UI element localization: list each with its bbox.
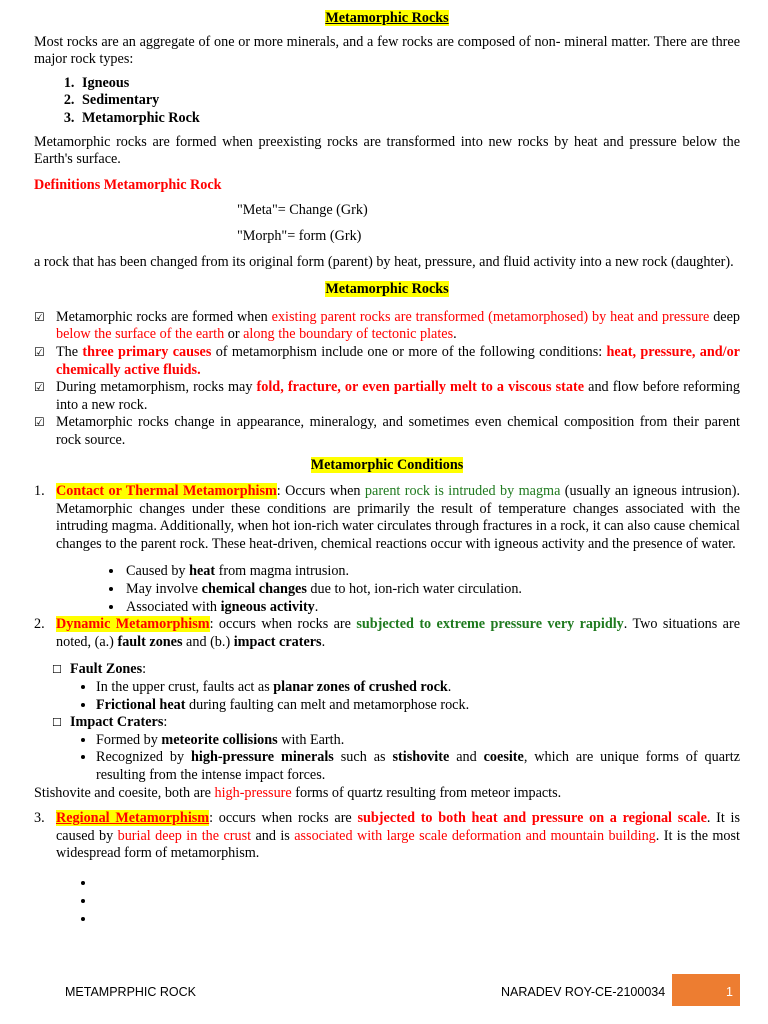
section-heading-metamorphic-rocks: Metamorphic Rocks (325, 281, 449, 298)
intro-paragraph: Most rocks are an aggregate of one or more minerals, and a few rocks are composed of non- mineral matter. There are three major rock types: (34, 33, 740, 68)
check-item: ☑ Metamorphic rocks are formed when existing parent rocks are transformed (metamorphosed) by heat and pressure deep below the surface of the earth or along the boundary of tectonic plates. (34, 308, 740, 343)
check-item: ☑ The three primary causes of metamorphism include one or more of the following conditions: heat, pressure, and/or chemically active fluids. (34, 343, 740, 378)
definitions-heading: Definitions Metamorphic Rock (34, 176, 222, 193)
check-item: ☑ During metamorphism, rocks may fold, fracture, or even partially melt to a viscous state and flow before reforming into a new rock. (34, 379, 740, 413)
list-item (96, 911, 740, 929)
condition-contact: 1. Contact or Thermal Metamorphism: Occurs when parent rock is intruded by magma (usually an igneous intrusion). Metamorphic changes under these conditions are primarily the result of temperature changes associated with the intruding magma. Additionally, when hot ion-rich water circulates through fractures in a rock, it can also cause chemical changes to the parent rock. These heat-driven, chemical reactions occur with igneous activity and the presence of water. (34, 483, 741, 552)
list-item: • Associated with igneous activity. (124, 599, 740, 617)
list-item: • Recognized by high-pressure minerals such as stishovite and coesite, which are unique forms of quartz resulting from the intense impact forces. (96, 749, 740, 784)
condition-dynamic: 2. Dynamic Metamorphism: occurs when rocks are subjected to extreme pressure very rapidly. Two situations are noted, (a.) fault zones and (b.) impact craters. (34, 616, 740, 650)
check-item: ☑ Metamorphic rocks change in appearance, mineralogy, and sometimes even chemical composition from their parent rock source. (34, 414, 740, 448)
fault-zones-heading: ☐ Fault Zones: (52, 661, 147, 678)
rock-type-item: 3. Metamorphic Rock (78, 110, 740, 128)
definition-paragraph: a rock that has been changed from its original form (parent) by heat, pressure, and fluid activity into a new rock (daughter). (34, 253, 734, 270)
rock-types-list (34, 75, 740, 128)
checkbox-checked-icon: ☑ (34, 415, 45, 430)
list-item: • Caused by heat from magma intrusion. (124, 563, 740, 581)
condition-regional: 3. Regional Metamorphism: occurs when rocks are subjected to both heat and pressure on a regional scale. It is caused by burial deep in the crust and is associated with large scale deformation and mountain building. It is the most widespread form of metamorphism. (34, 810, 740, 862)
checkbox-checked-icon: ☑ (34, 380, 45, 395)
document-page (34, 10, 740, 929)
empty-square-icon: ☐ (52, 716, 62, 730)
checkbox-checked-icon: ☑ (34, 309, 45, 324)
fault-zones-list (34, 679, 740, 714)
impact-craters-list (34, 732, 740, 785)
footer-author: NARADEV ROY-CE-2100034 (501, 985, 666, 999)
list-item: • In the upper crust, faults act as planar zones of crushed rock. (96, 679, 740, 697)
footer-title: METAMPRPHIC ROCK (65, 985, 197, 999)
page-footer (0, 974, 768, 1006)
section-heading-conditions: Metamorphic Conditions (310, 457, 464, 474)
contact-bullets (34, 563, 740, 616)
page-number: 1 (726, 985, 733, 999)
rock-type-item: 2. Sedimentary (78, 92, 740, 110)
formed-paragraph: Metamorphic rocks are formed when preexisting rocks are transformed into new rocks by heat and pressure below the Earth's surface. (34, 133, 740, 168)
rock-type-item: 1. Igneous (78, 75, 740, 93)
list-item (96, 875, 740, 893)
list-item (96, 893, 740, 911)
document-title: Metamorphic Rocks (325, 10, 449, 26)
page-number-box (672, 974, 740, 1006)
impact-craters-heading: ☐ Impact Craters: (52, 714, 168, 731)
meta-definition: "Meta"= Change (Grk) (237, 202, 368, 219)
list-item: • May involve chemical changes due to hot, ion-rich water circulation. (124, 581, 740, 599)
empty-square-icon: ☐ (52, 663, 62, 677)
list-item: • Formed by meteorite collisions with Earth. (96, 732, 740, 750)
checkbox-checked-icon: ☑ (34, 344, 45, 359)
empty-bullet-list (34, 875, 740, 929)
list-item: • Frictional heat during faulting can melt and metamorphose rock. (96, 697, 740, 715)
quartz-note: Stishovite and coesite, both are high-pressure forms of quartz resulting from meteor impacts. (34, 784, 562, 801)
morph-definition: "Morph"= form (Grk) (237, 227, 362, 244)
